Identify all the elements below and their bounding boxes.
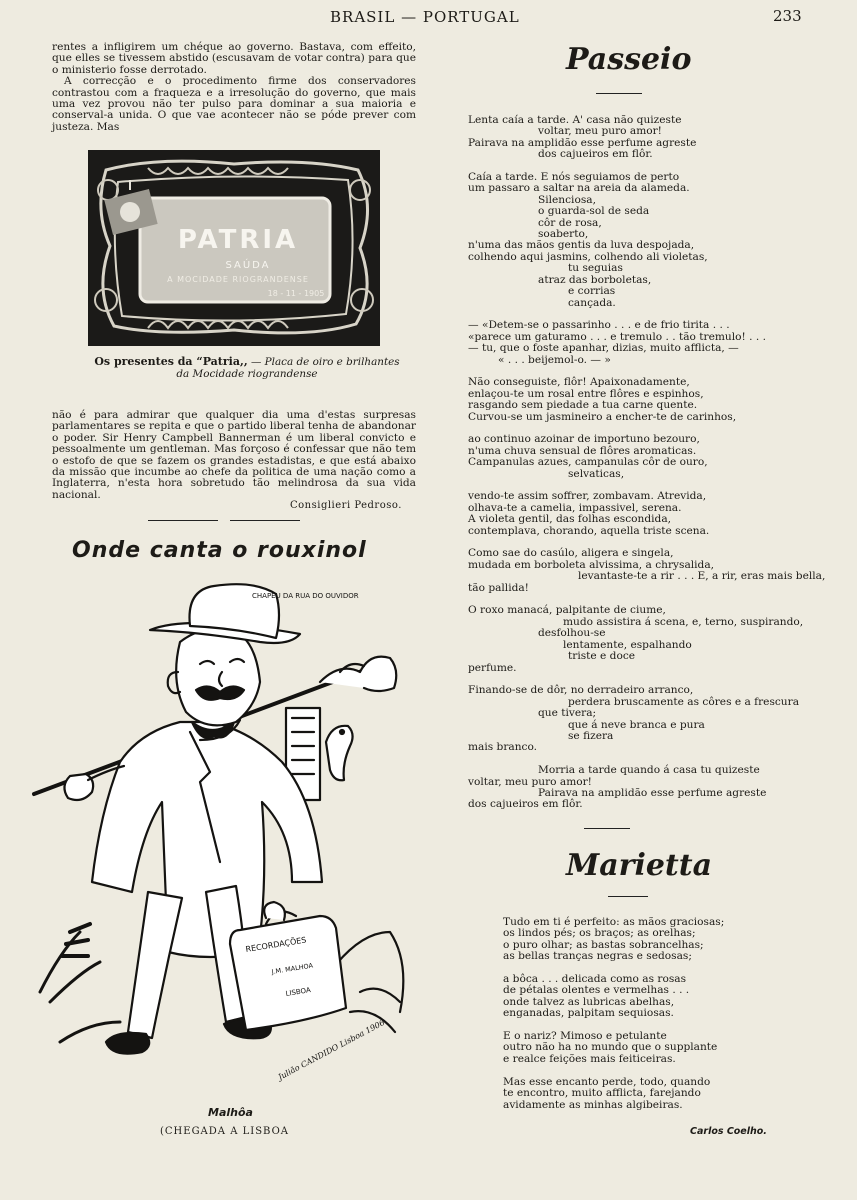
caricature-illustration — [30, 572, 430, 1102]
caption-lead: Os presentes da “Patria,, — [94, 355, 248, 368]
poem-line: — tu, que o foste apanhar, dizias, muito afflicta, — — [468, 342, 739, 355]
poem-line: enganadas, palpitam sequiosas. — [503, 1007, 674, 1020]
page-header — [0, 6, 857, 28]
poem-line — [503, 1065, 773, 1076]
photo-caption — [52, 356, 442, 380]
poem-line: que tivera; — [538, 707, 597, 720]
poem-line: Finando-se de dôr, no derradeiro arranco, — [468, 684, 694, 697]
plaque-date: 18 - 11 - 1905 — [267, 289, 325, 298]
running-title: BRASIL — PORTUGAL — [330, 8, 520, 26]
poem-line: soaberto, — [538, 228, 589, 241]
caption-rest: — Placa de oiro e brilhantes — [247, 356, 400, 368]
poem-line: ao continuo azoinar de importuno bezouro, — [468, 433, 700, 446]
poem-line: voltar, meu puro amor! — [538, 125, 662, 138]
poem-line: lentamente, espalhando — [563, 638, 692, 651]
plaque-sub-text: SAÚDA — [225, 260, 271, 271]
poem-line: e corrias — [568, 285, 616, 298]
poem-line: perfume. — [468, 661, 517, 674]
article-top-text — [52, 42, 416, 133]
poem-line: onde talvez as lubricas abelhas, — [503, 995, 675, 1008]
poem-line: Como sae do casúlo, aligera e singela, — [468, 547, 674, 560]
poem-line: Morria a tarde quando á casa tu quizeste — [538, 764, 760, 777]
poem-line: de pétalas olentes e vermelhas . . . — [503, 984, 690, 997]
poem-line: as bellas tranças negras e sedosas; — [503, 950, 692, 963]
artist-signature: Julião CANDIDO Lisboa 1906 — [276, 1017, 387, 1082]
poem-line: Tudo em ti é perfeito: as mãos graciosas; — [503, 916, 725, 928]
poem-line: dos cajueiros em flôr. — [538, 148, 653, 161]
article-signature: Consiglieri Pedroso. — [290, 500, 402, 511]
poem-line: tão pallida! — [468, 581, 529, 594]
poem-line: n'uma chuva sensual de flôres aromaticas. — [468, 444, 697, 457]
poem-line: se fizera — [568, 729, 614, 742]
poem-line: « . . . beijemol-o. — » — [498, 353, 611, 366]
poem-line: Pairava na amplidão esse perfume agreste — [538, 786, 767, 799]
poem-line: a bôca . . . delicada como as rosas — [503, 973, 687, 986]
cartoon-caption-sub: (CHEGADA A LISBOA — [160, 1126, 289, 1137]
cartoon-caption-name: Malhôa — [208, 1106, 253, 1119]
caption-line2: da Mocidade riograndense — [176, 367, 318, 380]
poem-line: colhendo aqui jasmins, colhendo ali violetas, — [468, 250, 708, 263]
poem-line: o puro olhar; as bastas sobrancelhas; — [503, 938, 704, 951]
poem-line: te encontro, muito afflicta, farejando — [503, 1087, 701, 1100]
poem-line: Mas esse encanto perde, todo, quando — [503, 1075, 711, 1088]
poem-line: E o nariz? Mimoso e petulante — [503, 1030, 667, 1043]
poem-line: rasgando sem piedade a tua carne quente. — [468, 399, 698, 412]
poem-line: Campanulas azues, campanulas côr de ouro, — [468, 456, 708, 469]
poem-line: cançada. — [568, 296, 616, 309]
paragraph: não é para admirar que qualquer dia uma d'estas surpresas parlamentares se repita e que o partido liberal tenha de abandonar o poder. Sir Henry Campbell Bannerman é um liberal convicto e pessoalmente um gentleman. Mas forçoso é confessar que não tem o estofo de que se fazem os grandes estadistas, e que está abaixo da missão que incumbe ao chefe da politica de uma nação como a Inglaterra, n'esta hora sobretudo tão melindrosa da sua vida nacional. — [52, 409, 416, 501]
poem-line: Lenta caía a tarde. A' casa não quizeste — [468, 114, 682, 126]
poem-line: n'uma das mãos gentis da luva despojada, — [468, 239, 695, 252]
cartoon-title: Onde canta o rouxinol — [72, 538, 367, 563]
poem-line: um passaro a saltar na areia da alameda. — [468, 182, 690, 195]
poem-line: os lindos pés; os braços; as orelhas; — [503, 927, 696, 940]
poem-line: outro não ha no mundo que o supplante — [503, 1041, 718, 1054]
bag-tag: LISBOA — [285, 986, 312, 998]
divider — [148, 520, 218, 521]
poem-line: Não conseguiste, flôr! Apaixonadamente, — [468, 376, 690, 389]
poem-line: A violeta gentil, das folhas escondida, — [468, 513, 672, 526]
poem-line: Pairava na amplidão esse perfume agreste — [468, 136, 697, 149]
poem-passeio — [468, 114, 826, 811]
poem-marietta — [503, 917, 773, 1111]
poem-line: Caía a tarde. E nós seguiamos de perto — [468, 171, 680, 184]
article-bottom-text — [52, 410, 416, 501]
poem-line: perdera bruscamente as côres e a frescura — [568, 695, 800, 708]
divider — [230, 520, 300, 521]
poem-line: Silenciosa, — [538, 193, 596, 206]
poem-line: dos cajueiros em flôr. — [468, 798, 583, 811]
poem-line: olhava-te a camelia, impassivel, serena. — [468, 501, 682, 514]
poem-title-marietta: Marietta — [566, 848, 713, 883]
poem-line: desfolhou-se — [538, 627, 606, 640]
poem-line: mudo assistira á scena, e, terno, suspirando, — [563, 615, 804, 628]
paragraph: A correcção e o procedimento firme dos conservadores contrastou com a fraqueza e a irresolução do governo, que mais uma vez provou não ter pulso para dominar a sua maioria e conserval-a unida. O que vae acontecer não se póde prever com justeza. Mas — [52, 75, 416, 133]
poem-line: contemplava, chorando, aquella triste scena. — [468, 524, 710, 537]
poem-line: — «Detem-se o passarinho . . . e de frio tirita . . . — [468, 319, 730, 332]
poem-author: Carlos Coelho. — [690, 1126, 767, 1137]
poem-line: atraz das borboletas, — [538, 273, 652, 286]
poem-line: vendo-te assim soffrer, zombavam. Atrevida, — [468, 490, 707, 503]
plaque-main-text: PATRIA — [177, 225, 299, 255]
hat-label: CHAPEU DA RUA DO OUVIDOR — [252, 592, 359, 600]
page-number: 233 — [773, 7, 802, 25]
divider — [584, 828, 630, 829]
plaque-photo — [88, 150, 380, 346]
plaque-line3: A MOCIDADE RIOGRANDENSE — [167, 275, 309, 284]
poem-line: «parece um gaturamo . . . e tremulo . . tão tremulo! . . . — [468, 330, 766, 343]
bag-initials: J.M. MALHOA — [271, 961, 314, 976]
poem-line: Curvou-se um jasmineiro a encher-te de carinhos, — [468, 410, 737, 423]
divider — [608, 896, 648, 897]
poem-line: mais branco. — [468, 741, 538, 754]
poem-line: tu seguias — [568, 262, 623, 275]
poem-line: enlaçou-te um rosal entre flôres e espinhos, — [468, 387, 704, 400]
poem-title-passeio: Passeio — [566, 42, 692, 77]
poem-line: levantaste-te a rir . . . E, a rir, eras mais bella, — [578, 570, 826, 583]
plaque-image — [88, 150, 380, 346]
poem-line: avidamente as minhas algibeiras. — [503, 1098, 683, 1111]
poem-line: voltar, meu puro amor! — [468, 775, 592, 788]
poem-line: e realce feições mais feiticeiras. — [503, 1052, 676, 1065]
poem-line: triste e doce — [568, 650, 636, 663]
poem-line: côr de rosa, — [538, 216, 602, 229]
poem-line: O roxo manacá, palpitante de ciume, — [468, 604, 666, 617]
paragraph: rentes a infligirem um chéque ao governo. Bastava, com effeito, que elles se tivessem abstido (escusavam de votar contra) para que o ministerio fosse derrotado. — [52, 41, 416, 76]
poem-line: selvaticas, — [568, 467, 625, 480]
poem-line: o guarda-sol de seda — [538, 205, 650, 218]
poem-line: mudada em borboleta alvissima, a chrysalida, — [468, 558, 715, 571]
poem-line: que á neve branca e pura — [568, 718, 705, 731]
divider — [596, 93, 642, 94]
bag-label: RECORDAÇÕES — [244, 935, 307, 954]
